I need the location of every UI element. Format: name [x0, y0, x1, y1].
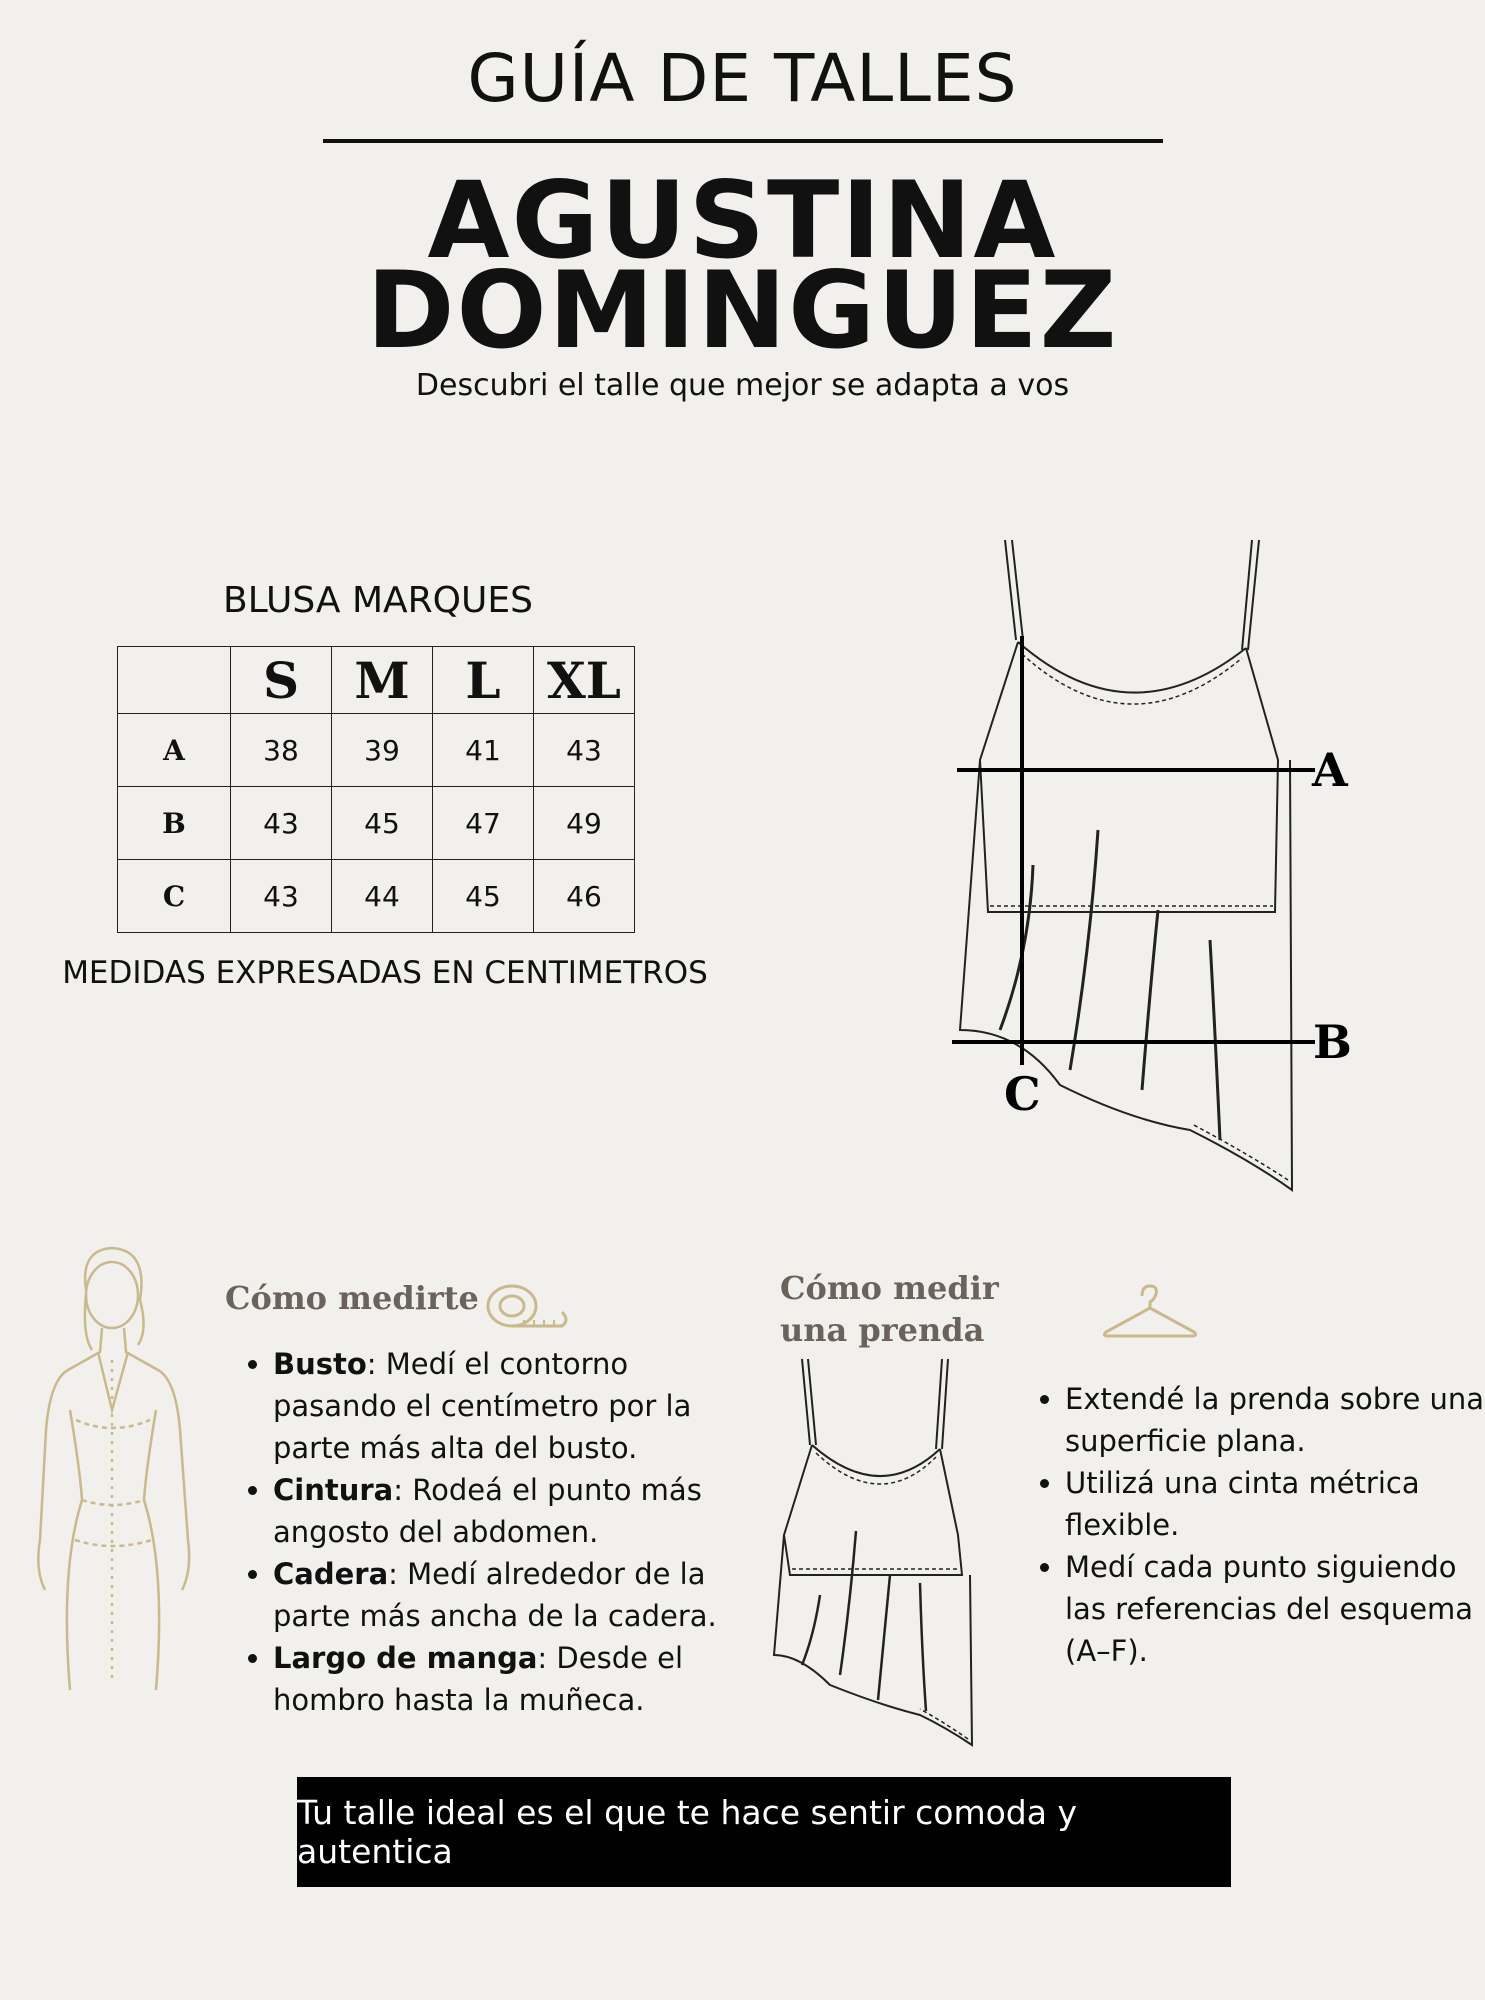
diagram-label-b: B [1313, 1015, 1352, 1069]
tip-text: : Medí el contorno pasando el centímetro por la parte más alta del busto. [273, 1347, 692, 1465]
column-header-xl: XL [534, 647, 635, 714]
table-cell: 49 [534, 787, 635, 860]
table-row [118, 714, 635, 787]
diagram-label-a: A [1312, 743, 1348, 797]
tip-term: Busto [273, 1347, 367, 1381]
column-header-m: M [332, 647, 433, 714]
subtitle: Descubri el talle que mejor se adapta a vos [415, 368, 1070, 403]
fold-line [1070, 830, 1098, 1070]
table-row [118, 860, 635, 933]
column-header-s: S [231, 647, 332, 714]
tip-text: : Desde el hombro hasta la muñeca. [273, 1641, 684, 1717]
list-item [273, 1469, 753, 1553]
footer-text: Tu talle ideal es el que te hace sentir comoda y autentica [297, 1793, 1077, 1871]
body-measure-list [243, 1343, 753, 1721]
tip-text: : Medí alrededor de la parte más ancha de la cadera. [273, 1557, 717, 1633]
list-item: • Utilizá una cinta métrica flexible. [1065, 1462, 1485, 1546]
table-row [118, 787, 635, 860]
lower-layer-outline [960, 760, 1292, 1190]
guide-title: GUÍA DE TALLES [467, 40, 1018, 117]
brand-name-line1: AGUSTINA [427, 159, 1058, 282]
how-to-measure-body-title: Cómo medirte [225, 1279, 479, 1317]
table-cell: 47 [433, 787, 534, 860]
fold-line [1000, 865, 1033, 1030]
row-label: B [118, 787, 231, 860]
garment-measurement-diagram [930, 530, 1360, 1200]
brand-name-line2: DOMINGUEZ [366, 249, 1119, 372]
table-cell: 44 [332, 860, 433, 933]
hanger-icon [1098, 1282, 1202, 1340]
table-cell: 45 [433, 860, 534, 933]
table-cell: 43 [231, 860, 332, 933]
table-cell: 38 [231, 714, 332, 787]
tip-term: Cadera [273, 1557, 389, 1591]
tip-text: : Rodeá el punto más angosto del abdomen. [273, 1473, 702, 1549]
list-item [273, 1343, 753, 1469]
footer-banner [297, 1777, 1231, 1887]
table-cell: 41 [433, 714, 534, 787]
table-cell: 39 [332, 714, 433, 787]
woman-figure-icon [20, 1240, 205, 1700]
list-item [273, 1637, 753, 1721]
tip-term: Cintura [273, 1473, 394, 1507]
title-divider [323, 139, 1163, 143]
size-table [117, 646, 635, 933]
garment-illustration [770, 1355, 980, 1755]
list-item [273, 1553, 753, 1637]
column-header-l: L [433, 647, 534, 714]
table-cell: 43 [231, 787, 332, 860]
row-label: C [118, 860, 231, 933]
garment-measure-list [1035, 1378, 1485, 1672]
tape-measure-icon [482, 1280, 572, 1336]
row-label: A [118, 714, 231, 787]
list-item: • Medí cada punto siguiendo las referencias del esquema (A–F). [1065, 1546, 1485, 1672]
table-cell: 43 [534, 714, 635, 787]
measurement-unit-note: MEDIDAS EXPRESADAS EN CENTIMETROS [62, 955, 708, 991]
table-cell: 45 [332, 787, 433, 860]
table-corner-cell [118, 647, 231, 714]
fold-line [1142, 910, 1158, 1090]
table-cell: 46 [534, 860, 635, 933]
table-header-row [118, 647, 635, 714]
tip-term: Largo de manga [273, 1641, 538, 1675]
top-outline [980, 642, 1278, 912]
neckline [1018, 642, 1246, 693]
diagram-label-c: C [1004, 1067, 1041, 1121]
list-item: • Extendé la prenda sobre una superficie plana. [1065, 1378, 1485, 1462]
how-to-measure-garment-title: Cómo medir una prenda [780, 1269, 999, 1349]
table-title: BLUSA MARQUES [223, 580, 533, 621]
